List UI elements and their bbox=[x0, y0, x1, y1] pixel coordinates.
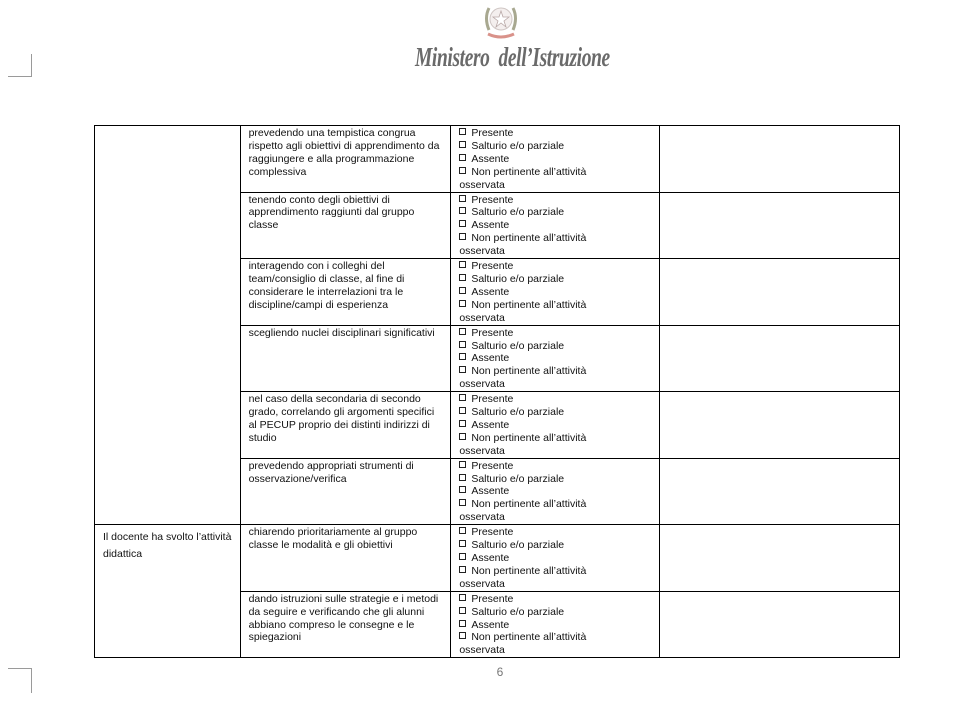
rating-option[interactable] bbox=[459, 419, 651, 432]
rating-option[interactable] bbox=[459, 153, 651, 166]
rating-options-cell bbox=[451, 591, 660, 658]
notes-cell[interactable] bbox=[659, 458, 899, 525]
notes-cell[interactable] bbox=[659, 392, 899, 459]
criterion-cell: prevedendo una tempistica congrua rispetto agli obiettivi di apprendimento da raggiungere e alla programmazione complessiva bbox=[240, 126, 451, 193]
checkbox-icon[interactable] bbox=[459, 620, 466, 627]
checkbox-icon[interactable] bbox=[459, 128, 466, 135]
rating-option-label: Presente bbox=[471, 526, 514, 539]
checkbox-icon[interactable] bbox=[459, 366, 466, 373]
rating-option-label: Salturio e/o parziale bbox=[471, 406, 565, 419]
rating-option-label: Non pertinente all’attività bbox=[471, 232, 587, 245]
rating-option-label: Assente bbox=[471, 285, 510, 298]
criterion-cell: chiarendo prioritariamente al gruppo classe le modalità e gli obiettivi bbox=[240, 525, 451, 592]
rating-option-label: Assente bbox=[471, 152, 510, 165]
checkbox-icon[interactable] bbox=[459, 566, 466, 573]
checkbox-icon[interactable] bbox=[459, 420, 466, 427]
rating-option-label: Salturio e/o parziale bbox=[471, 472, 565, 485]
page-number: 6 bbox=[496, 665, 504, 679]
rating-option-label: Presente bbox=[471, 592, 514, 605]
rating-option-label-continuation: osservata bbox=[459, 511, 505, 524]
checkbox-icon[interactable] bbox=[459, 207, 466, 214]
table-row bbox=[95, 525, 900, 592]
rating-options-cell bbox=[451, 458, 660, 525]
notes-cell[interactable] bbox=[659, 259, 899, 326]
checkbox-icon[interactable] bbox=[459, 607, 466, 614]
rating-option-label: Salturio e/o parziale bbox=[471, 605, 565, 618]
rating-option[interactable] bbox=[459, 619, 651, 632]
category-label: Il docente ha svolto l’attività didattica bbox=[103, 531, 232, 561]
rating-option-label-continuation: osservata bbox=[459, 644, 505, 657]
rating-option-label: Non pertinente all’attività bbox=[471, 365, 587, 378]
checkbox-icon[interactable] bbox=[459, 233, 466, 240]
rating-option[interactable] bbox=[459, 606, 651, 619]
rating-option-label: Salturio e/o parziale bbox=[471, 206, 565, 219]
notes-cell[interactable] bbox=[659, 325, 899, 392]
rating-options-cell bbox=[451, 325, 660, 392]
rating-option[interactable] bbox=[459, 432, 651, 445]
rating-option[interactable] bbox=[459, 393, 651, 406]
notes-cell[interactable] bbox=[659, 192, 899, 259]
checkbox-icon[interactable] bbox=[459, 154, 466, 161]
rating-option[interactable] bbox=[459, 485, 651, 498]
rating-option[interactable] bbox=[459, 406, 651, 419]
rating-option-label: Non pertinente all’attività bbox=[471, 498, 587, 511]
rating-option-label: Salturio e/o parziale bbox=[471, 339, 565, 352]
criterion-cell: interagendo con i colleghi del team/consiglio di classe, al fine di considerare le interrelazioni tra le discipline/campi di esperienza bbox=[240, 259, 451, 326]
observation-table bbox=[94, 125, 900, 658]
rating-option-label: Presente bbox=[471, 127, 514, 139]
notes-cell[interactable] bbox=[659, 591, 899, 658]
rating-option[interactable] bbox=[459, 631, 651, 644]
rating-option-label: Assente bbox=[471, 552, 510, 564]
checkbox-icon[interactable] bbox=[459, 141, 466, 148]
rating-option[interactable] bbox=[459, 365, 651, 378]
rating-option-label-continuation: osservata bbox=[459, 378, 505, 391]
rating-option-label: Non pertinente all’attività bbox=[471, 298, 587, 311]
rating-option-label: Salturio e/o parziale bbox=[471, 272, 565, 285]
criterion-cell: scegliendo nuclei disciplinari significativi bbox=[240, 325, 451, 392]
rating-option-label: Non pertinente all’attività bbox=[471, 431, 587, 444]
notes-cell[interactable] bbox=[659, 126, 899, 193]
checkbox-icon[interactable] bbox=[459, 300, 466, 307]
table-row bbox=[95, 126, 900, 193]
rating-option[interactable] bbox=[459, 526, 651, 539]
checkbox-icon[interactable] bbox=[459, 195, 466, 202]
rating-option[interactable] bbox=[459, 327, 651, 340]
criterion-cell: nel caso della secondaria di secondo grado, correlando gli argomenti specifici al PECUP proprio dei distinti indirizzi di studio bbox=[240, 392, 451, 459]
checkbox-icon[interactable] bbox=[459, 594, 466, 601]
rating-option[interactable] bbox=[459, 565, 651, 578]
crop-mark-bottom-left bbox=[8, 668, 32, 693]
rating-option-label-continuation: osservata bbox=[459, 245, 505, 258]
criterion-cell: tenendo conto degli obiettivi di apprendimento raggiunti dal gruppo classe bbox=[240, 192, 451, 259]
checkbox-icon[interactable] bbox=[459, 341, 466, 348]
rating-option[interactable] bbox=[459, 340, 651, 353]
rating-options-cell bbox=[451, 259, 660, 326]
rating-option[interactable] bbox=[459, 166, 651, 179]
rating-option[interactable] bbox=[459, 260, 651, 273]
rating-option-label: Non pertinente all’attività bbox=[471, 564, 587, 577]
rating-option-label: Assente bbox=[471, 618, 510, 631]
checkbox-icon[interactable] bbox=[459, 353, 466, 360]
rating-option[interactable] bbox=[459, 498, 651, 511]
rating-option-label: Presente bbox=[471, 260, 514, 273]
checkbox-icon[interactable] bbox=[459, 287, 466, 294]
rating-option[interactable] bbox=[459, 219, 651, 232]
rating-option[interactable] bbox=[459, 539, 651, 552]
rating-option[interactable] bbox=[459, 473, 651, 486]
rating-option[interactable] bbox=[459, 299, 651, 312]
category-cell bbox=[95, 126, 241, 525]
criterion-cell: prevedendo appropriati strumenti di osservazione/verifica bbox=[240, 458, 451, 525]
rating-option-label-continuation: osservata bbox=[459, 178, 505, 191]
checkbox-icon[interactable] bbox=[459, 433, 466, 440]
category-cell bbox=[95, 525, 241, 658]
rating-options-cell bbox=[451, 525, 660, 592]
rating-option-label: Salturio e/o parziale bbox=[471, 139, 565, 152]
rating-option-label: Assente bbox=[471, 485, 510, 498]
rating-option[interactable] bbox=[459, 352, 651, 365]
checkbox-icon[interactable] bbox=[459, 499, 466, 506]
rating-option[interactable] bbox=[459, 593, 651, 606]
rating-option-label: Non pertinente all’attività bbox=[471, 631, 587, 644]
checkbox-icon[interactable] bbox=[459, 274, 466, 281]
rating-option-label: Assente bbox=[471, 418, 510, 431]
rating-option-label: Presente bbox=[471, 326, 514, 339]
checkbox-icon[interactable] bbox=[459, 527, 466, 534]
checkbox-icon[interactable] bbox=[459, 394, 466, 401]
checkbox-icon[interactable] bbox=[459, 461, 466, 468]
rating-option[interactable] bbox=[459, 206, 651, 219]
notes-cell[interactable] bbox=[659, 525, 899, 592]
rating-option-label: Non pertinente all’attività bbox=[471, 165, 587, 178]
checkbox-icon[interactable] bbox=[459, 553, 466, 560]
category-label bbox=[103, 127, 232, 130]
rating-option-label: Presente bbox=[471, 459, 514, 472]
rating-option-label: Salturio e/o parziale bbox=[471, 539, 565, 552]
rating-option-label-continuation: osservata bbox=[459, 444, 505, 457]
italian-republic-emblem-icon bbox=[482, 2, 520, 42]
checkbox-icon[interactable] bbox=[459, 328, 466, 335]
checkbox-icon[interactable] bbox=[459, 540, 466, 547]
checkbox-icon[interactable] bbox=[459, 220, 466, 227]
rating-option[interactable] bbox=[459, 140, 651, 153]
checkbox-icon[interactable] bbox=[459, 474, 466, 481]
checkbox-icon[interactable] bbox=[459, 167, 466, 174]
checkbox-icon[interactable] bbox=[459, 632, 466, 639]
rating-option[interactable] bbox=[459, 127, 651, 140]
rating-options-cell bbox=[451, 392, 660, 459]
checkbox-icon[interactable] bbox=[459, 407, 466, 414]
rating-options-cell bbox=[451, 192, 660, 259]
checkbox-icon[interactable] bbox=[459, 486, 466, 493]
rating-option[interactable] bbox=[459, 552, 651, 565]
rating-option-label: Assente bbox=[471, 219, 510, 232]
rating-option-label: Assente bbox=[471, 352, 510, 365]
ministry-name: Ministero dell’Istruzione bbox=[415, 42, 610, 72]
rating-option[interactable] bbox=[459, 232, 651, 245]
rating-option[interactable] bbox=[459, 460, 651, 473]
rating-option-label: Presente bbox=[471, 393, 514, 406]
rating-option[interactable] bbox=[459, 273, 651, 286]
rating-option[interactable] bbox=[459, 194, 651, 207]
crop-mark-top-left bbox=[8, 54, 32, 77]
rating-option-label-continuation: osservata bbox=[459, 311, 505, 324]
rating-option[interactable] bbox=[459, 286, 651, 299]
rating-option-label: Presente bbox=[471, 193, 514, 206]
rating-options-cell bbox=[451, 126, 660, 193]
rating-option-label-continuation: osservata bbox=[459, 577, 505, 590]
criterion-cell: dando istruzioni sulle strategie e i metodi da seguire e verificando che gli alunni abbiano compreso le consegne e le spiegazioni bbox=[240, 591, 451, 658]
checkbox-icon[interactable] bbox=[459, 261, 466, 268]
